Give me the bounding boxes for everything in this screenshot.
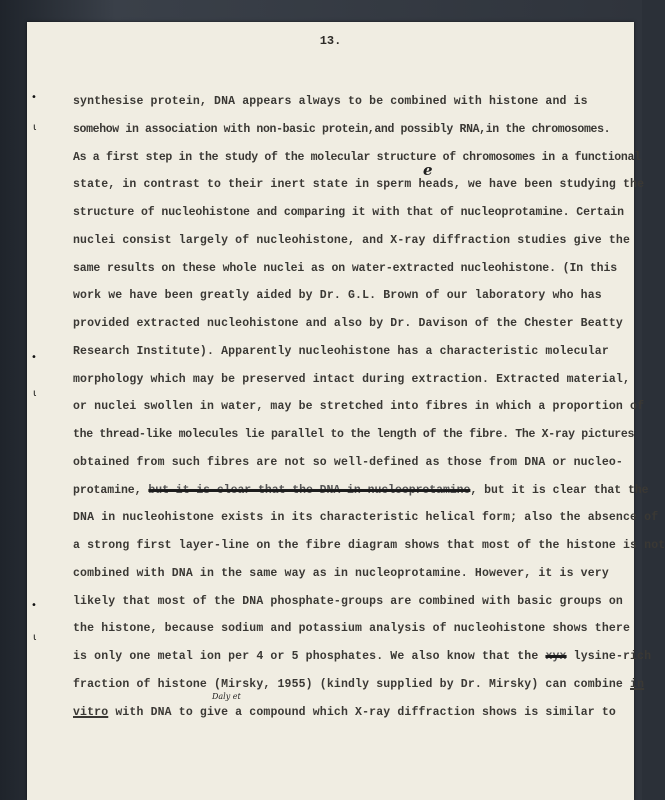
text-line: same results on these whole nuclei as on water-extracted nucleohistone. (In this <box>73 261 618 275</box>
text-line: the histone, because sodium and potassium analysis of nucleohistone shows there <box>73 622 631 636</box>
text-line: obtained from such fibres are not so well-defined as those from DNA or nucleo- <box>73 455 623 469</box>
margin-mark: ɩ <box>33 632 37 643</box>
margin-mark: • <box>31 92 37 103</box>
margin-mark: • <box>31 352 37 363</box>
text-line: state, in contrast to their inert state in sperm heads, we have been studying the <box>73 178 645 192</box>
text-segment: fraction of histone (Mirsky, 1955) (kindly supplied by Dr. Mirsky) can combine <box>73 677 631 691</box>
text-line: combined with DNA in the same way as in nucleoprotamine. However, it is very <box>73 566 609 580</box>
handwritten-margin-name: Daly et <box>212 692 241 701</box>
manuscript-page <box>27 22 665 800</box>
text-line-with-underline <box>73 702 616 730</box>
text-line: the thread-like molecules lie parallel to the length of the fibre. The X-ray pictures <box>73 428 635 441</box>
text-line: somehow in association with non-basic protein,and possibly RNA,in the chromosomes. <box>73 122 611 136</box>
text-line-with-underline <box>73 674 645 702</box>
text-line: DNA in nucleohistone exists in its characteristic helical form; also the absence of <box>73 511 659 525</box>
text-line-with-strikethrough <box>73 646 652 674</box>
text-line: As a first step in the study of the molecular structure of chromosomes in a functional <box>73 150 641 164</box>
text-segment: is only one metal ion per 4 or 5 phosphates. We also know that the <box>73 650 546 663</box>
underlined-text: in <box>630 677 645 691</box>
text-segment: protamine, <box>73 483 149 497</box>
text-segment: , but it is clear that the <box>470 483 649 497</box>
text-line: work we have been greatly aided by Dr. G.L. Brown of our laboratory who has <box>73 289 602 303</box>
struck-out-text: but it is clear that the DNA in nucleoprotamine <box>148 483 471 497</box>
margin-mark: ɩ <box>33 122 37 133</box>
page-number: 13. <box>319 34 342 48</box>
text-line: likely that most of the DNA phosphate-groups are combined with basic groups on <box>73 594 623 608</box>
text-line: provided extracted nucleohistone and also by Dr. Davison of the Chester Beatty <box>73 317 623 330</box>
text-segment: with DNA to give a compound which X-ray diffraction shows is similar to <box>108 705 616 719</box>
body-text <box>73 91 665 729</box>
margin-mark: ɩ <box>33 388 37 399</box>
text-line: synthesise protein, DNA appears always to be combined with histone and is <box>73 95 588 108</box>
margin-mark: • <box>31 600 37 611</box>
text-line: or nuclei swollen in water, may be stretched into fibres in which a proportion of <box>73 400 645 414</box>
text-line: nuclei consist largely of nucleohistone, and X-ray diffraction studies give the <box>73 233 631 247</box>
text-segment: lysine-rich <box>566 650 652 663</box>
text-line: structure of nucleohistone and comparing it with that of nucleoprotamine. Certain <box>73 206 624 219</box>
text-line: a strong first layer-line on the fibre diagram shows that most of the histone is not <box>73 539 665 552</box>
struck-out-text: xyx <box>545 650 567 663</box>
text-line: Research Institute). Apparently nucleohistone has a characteristic molecular <box>73 344 609 358</box>
text-line: morphology which may be preserved intact during extraction. Extracted material, <box>73 372 631 386</box>
text-line-with-strikethrough <box>73 480 649 508</box>
underlined-text: vitro <box>73 705 109 719</box>
handwritten-insertion-e: e <box>423 161 433 179</box>
